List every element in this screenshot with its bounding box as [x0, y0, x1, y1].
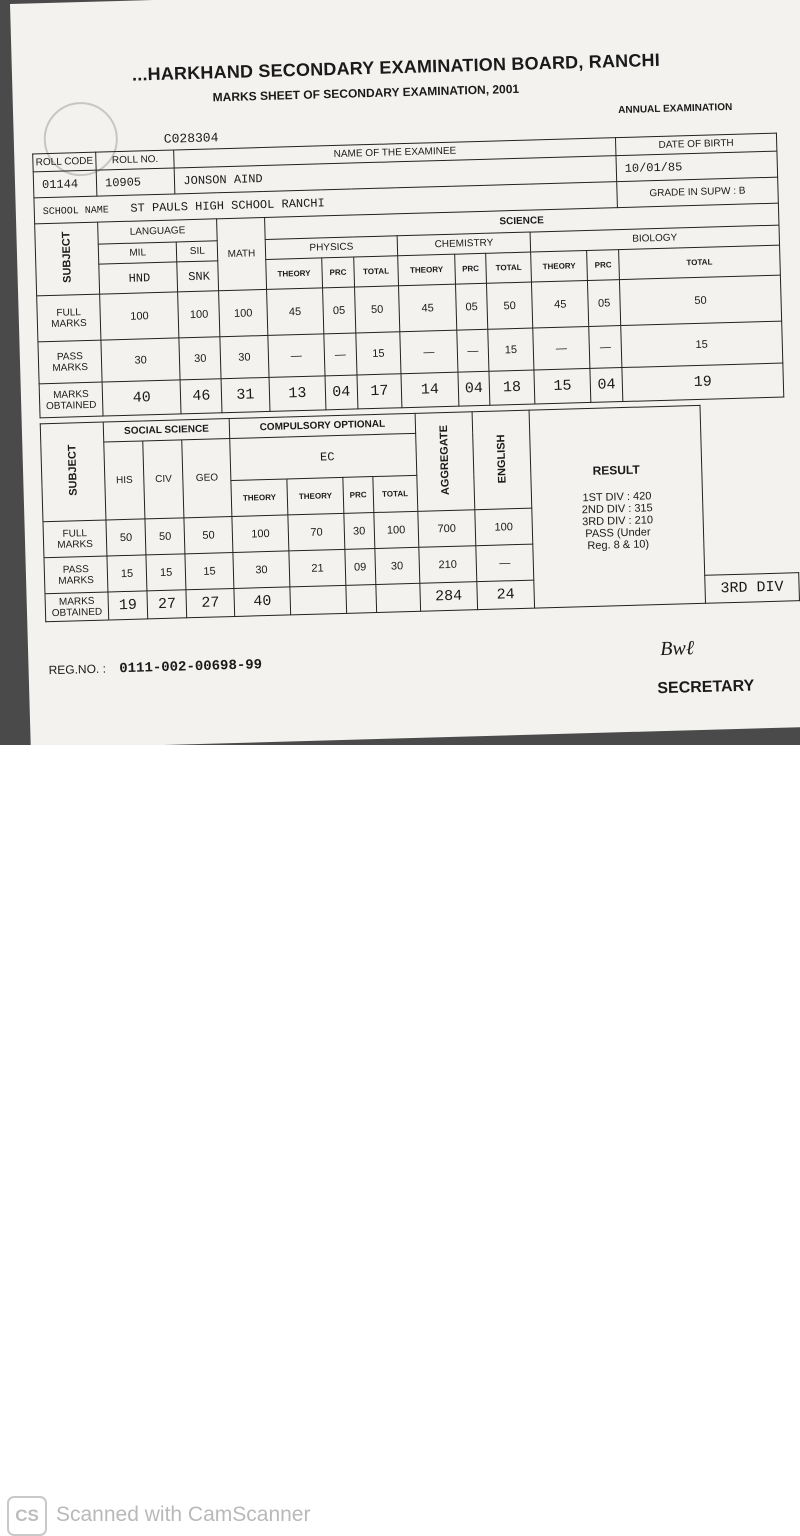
physics-total-label: TOTAL — [353, 256, 398, 287]
scanned-photo — [0, 0, 800, 745]
annual-label: ANNUAL EXAMINATION — [618, 101, 733, 117]
name-value: JONSON AIND — [175, 156, 617, 194]
cell: 17 — [357, 374, 403, 409]
reg-number-row — [48, 657, 262, 679]
cell — [375, 583, 420, 612]
chem-prc-label: PRC — [454, 253, 486, 284]
cell: 210 — [419, 546, 477, 584]
cell: 14 — [401, 372, 458, 408]
cell: — — [476, 544, 534, 582]
bio-prc-label: PRC — [587, 250, 619, 281]
cell: 15 — [107, 555, 147, 592]
cell — [346, 585, 376, 614]
result-value: 3RD DIV — [705, 573, 800, 604]
aggregate-label-cell — [415, 412, 475, 512]
cell: 30 — [101, 338, 181, 382]
cell: 45 — [531, 280, 589, 328]
cell: 21 — [289, 549, 346, 587]
cell: 05 — [455, 283, 488, 330]
row-label: PASS MARKS — [38, 340, 102, 384]
mil-value: HND — [99, 262, 178, 294]
cell: 15 — [534, 368, 591, 404]
cell: 30 — [344, 513, 374, 550]
cell: 45 — [266, 288, 324, 336]
physics-label: PHYSICS — [265, 236, 398, 260]
secretary-label: SECRETARY — [657, 677, 755, 698]
cell: 15 — [185, 552, 234, 589]
dob-label: DATE OF BIRTH — [615, 133, 777, 155]
row-label: MARKS OBTAINED — [45, 592, 109, 622]
cell: 100 — [219, 289, 268, 336]
social-marks-table — [40, 402, 800, 622]
reg-number: 0111-002-00698-99 — [119, 657, 263, 678]
camscanner-logo-icon: CS — [7, 1496, 47, 1536]
biology-label: BIOLOGY — [530, 225, 780, 252]
board-title: ...HARKHAND SECONDARY EXAMINATION BOARD, RANCHI — [131, 49, 661, 85]
row-label: FULL MARKS — [37, 294, 101, 342]
subject-label: SUBJECT — [60, 231, 74, 284]
cell: 04 — [590, 368, 622, 403]
signature-icon: Bwℓ — [659, 637, 695, 661]
cell: 27 — [147, 590, 187, 619]
cell: 04 — [458, 371, 490, 406]
language-label: LANGUAGE — [98, 219, 218, 244]
name-label: NAME OF THE EXAMINEE — [174, 138, 616, 168]
row-label: MARKS OBTAINED — [39, 382, 103, 418]
civ-label: CIV — [143, 440, 184, 519]
cell: — — [268, 334, 326, 378]
total-label: TOTAL — [372, 475, 417, 512]
cell: — — [400, 330, 458, 374]
chem-total-label: TOTAL — [486, 252, 531, 283]
cell: 30 — [179, 337, 221, 380]
cell: 18 — [489, 370, 535, 405]
his-label: HIS — [104, 441, 145, 520]
cell: 24 — [477, 580, 535, 610]
serial-number: C028304 — [163, 130, 219, 147]
physics-theory-label: THEORY — [265, 258, 322, 290]
cell: 27 — [186, 588, 235, 617]
scanner-watermark: Scanned with CamScanner — [56, 1503, 311, 1526]
roll-no-value: 10905 — [96, 168, 175, 196]
chemistry-label: CHEMISTRY — [397, 232, 530, 256]
result-cell — [529, 405, 705, 608]
sil-label: SIL — [177, 241, 218, 262]
cell: 05 — [588, 280, 621, 327]
cell: 50 — [487, 282, 533, 329]
dob-value: 10/01/85 — [616, 151, 778, 181]
cell — [290, 585, 347, 615]
cell: 100 — [373, 511, 418, 548]
cell: 100 — [100, 292, 180, 340]
compulsory-optional-label: COMPULSORY OPTIONAL — [229, 413, 415, 438]
cell: 30 — [233, 551, 290, 589]
cell: 284 — [420, 582, 478, 612]
cell: 30 — [374, 547, 419, 584]
english-label: ENGLISH — [495, 433, 509, 484]
cell: 50 — [619, 275, 781, 325]
cell: — — [533, 326, 591, 370]
aggregate-label: AGGREGATE — [437, 424, 452, 496]
grade-label: GRADE IN SUPW : — [649, 185, 737, 200]
math-label: MATH — [217, 217, 266, 290]
science-label: SCIENCE — [264, 203, 779, 239]
cell: 50 — [184, 517, 233, 554]
bio-total-label: TOTAL — [618, 245, 780, 279]
subject-label-cell — [40, 422, 106, 522]
sil-value: SNK — [177, 261, 219, 292]
cell: 04 — [325, 375, 357, 410]
theory-label: THEORY — [287, 477, 344, 515]
cell: 30 — [220, 335, 269, 378]
school-label: SCHOOL NAME — [42, 204, 109, 218]
prc-label: PRC — [343, 477, 373, 514]
result-line: 2ND DIV : 315 — [581, 501, 653, 516]
cell: 40 — [234, 587, 291, 617]
result-line: PASS (Under — [585, 525, 651, 540]
sheet-title: MARKS SHEET OF SECONDARY EXAMINATION, 2001 — [212, 81, 520, 105]
cell: 15 — [488, 328, 534, 371]
chem-theory-label: THEORY — [398, 254, 455, 286]
subject-label-cell — [35, 222, 100, 296]
cell: 70 — [288, 513, 345, 551]
social-science-label: SOCIAL SCIENCE — [103, 419, 230, 443]
result-line: Reg. 8 & 10) — [587, 537, 650, 552]
scanner-footer — [0, 745, 800, 1526]
theory-label: THEORY — [231, 479, 288, 517]
mil-label: MIL — [98, 242, 177, 264]
geo-label: GEO — [182, 439, 232, 518]
cell: 50 — [145, 518, 185, 555]
roll-code-label: ROLL CODE — [33, 152, 96, 172]
cell: 46 — [181, 379, 223, 414]
school-value: ST PAULS HIGH SCHOOL RANCHI — [130, 195, 325, 216]
science-marks-table — [32, 133, 784, 419]
bio-theory-label: THEORY — [531, 250, 588, 282]
cell: 40 — [102, 380, 181, 416]
result-line: 1ST DIV : 420 — [582, 489, 652, 504]
cell: 700 — [418, 510, 476, 548]
row-label: FULL MARKS — [43, 520, 107, 558]
cell: 09 — [345, 549, 375, 586]
roll-no-label: ROLL NO. — [96, 150, 175, 170]
result-line: 3RD DIV : 210 — [581, 513, 654, 528]
subject-label: SUBJECT — [66, 444, 80, 497]
english-label-cell — [472, 410, 532, 510]
cell: — — [589, 326, 622, 369]
cell: 100 — [475, 508, 533, 546]
cell: 100 — [232, 515, 289, 553]
cell: 15 — [621, 321, 783, 367]
marksheet — [10, 0, 800, 745]
cell: 100 — [178, 291, 220, 338]
cell: 15 — [355, 332, 401, 375]
cell: 50 — [354, 286, 400, 333]
grade-value: B — [738, 185, 746, 197]
ec-label: EC — [230, 433, 417, 480]
cell: 05 — [323, 287, 356, 334]
cell: 15 — [146, 554, 186, 591]
reg-label: REG.NO. : — [48, 661, 107, 678]
cell: 31 — [221, 377, 269, 412]
cell: — — [324, 333, 357, 376]
physics-prc-label: PRC — [322, 257, 354, 288]
cell: 13 — [269, 376, 326, 412]
result-label: RESULT — [592, 462, 640, 478]
cell: 45 — [399, 284, 457, 332]
cell: 50 — [106, 519, 146, 556]
roll-code-value: 01144 — [33, 170, 97, 198]
cell: 19 — [108, 591, 148, 620]
cell: 19 — [622, 363, 784, 401]
row-label: PASS MARKS — [44, 556, 108, 594]
cell: — — [457, 329, 490, 372]
